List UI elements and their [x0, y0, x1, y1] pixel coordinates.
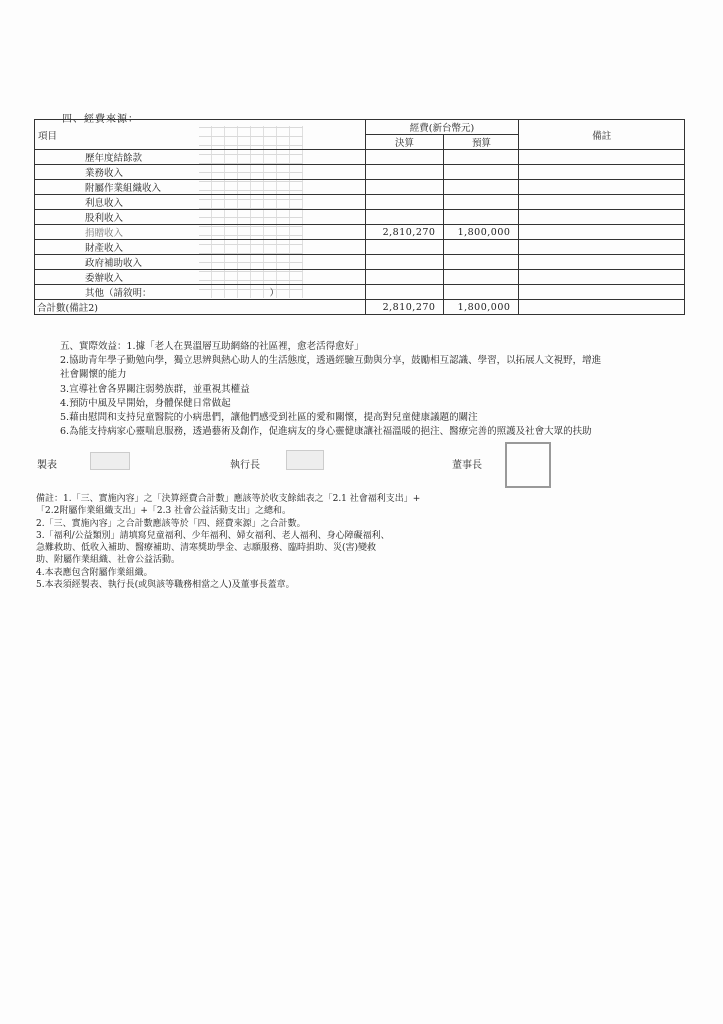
table-header-row [35, 120, 685, 135]
table-row [35, 165, 685, 180]
row-remark [519, 270, 685, 285]
row-label-other [35, 285, 366, 300]
row-actual [365, 285, 444, 300]
row-label: 業務收入 [35, 165, 366, 180]
header-budget: 預算 [444, 135, 519, 150]
note-line: 2.「三、實施內容」之合計數應該等於「四、經費來源」之合計數。 [36, 518, 306, 529]
row-budget: 1,800,000 [444, 225, 519, 240]
row-label: 附屬作業組織收入 [35, 180, 366, 195]
row-budget [444, 285, 519, 300]
benefit-line: 6.為能支持病家心靈喘息服務，透過藝術及創作，促進病友的身心靈健康讓社福溫暖的挹注、醫療完善的照護及社會大眾的扶助 [60, 426, 592, 438]
row-remark [519, 240, 685, 255]
note-line: 助、附屬作業組織、社會公益活動。 [36, 555, 181, 566]
preparer-stamp [90, 452, 130, 470]
funding-table [34, 119, 685, 315]
row-label: 財產收入 [35, 240, 366, 255]
row-actual [365, 240, 444, 255]
row-remark [519, 285, 685, 300]
benefit-line: 五、實際效益：1.據「老人在異溫層互助網絡的社區裡，愈老活得愈好」 [60, 341, 364, 352]
executive-stamp [286, 450, 324, 470]
row-remark [519, 165, 685, 180]
row-actual [365, 210, 444, 225]
row-budget [444, 240, 519, 255]
note-line: 5.本表須經製表、執行長(或與該等職務相當之人)及董事長蓋章。 [36, 580, 295, 591]
table-row [35, 285, 685, 300]
row-remark [519, 210, 685, 225]
row-budget [444, 180, 519, 195]
note-line: 「2.2附屬作業組織支出」+「2.3 社會公益活動支出」之總和。 [36, 506, 292, 517]
table-row [35, 225, 685, 240]
benefit-line: 3.宣導社會各界關注弱勢族群，並重視其權益 [60, 383, 250, 395]
header-remark: 備註 [519, 120, 685, 150]
executive-label: 執行長 [230, 460, 260, 471]
header-actual: 決算 [365, 135, 444, 150]
table-row [35, 240, 685, 255]
row-actual [365, 165, 444, 180]
row-label: 政府補助收入 [35, 255, 366, 270]
total-remark [519, 300, 685, 315]
row-budget [444, 210, 519, 225]
row-remark [519, 150, 685, 165]
header-funds: 經費(新台幣元) [365, 120, 519, 135]
row-budget [444, 195, 519, 210]
total-budget: 1,800,000 [444, 300, 519, 315]
preparer-label: 製表 [37, 460, 57, 471]
row-actual: 2,810,270 [365, 225, 444, 240]
row-budget [444, 270, 519, 285]
total-actual: 2,810,270 [365, 300, 444, 315]
table-row [35, 255, 685, 270]
total-label: 合計數(備註2) [35, 300, 366, 315]
row-label: 歷年度結餘款 [35, 150, 366, 165]
table-row [35, 195, 685, 210]
row-label: 利息收入 [35, 195, 366, 210]
benefit-line: 4.預防中風及早開始，身體保健日常做起 [60, 397, 231, 409]
row-budget [444, 165, 519, 180]
table-row [35, 150, 685, 165]
table-row [35, 180, 685, 195]
notes-section [36, 493, 696, 591]
chairman-seal [505, 442, 551, 488]
row-actual [365, 195, 444, 210]
note-line: 4.本表應包含附屬作業組織。 [36, 567, 153, 578]
row-actual [365, 255, 444, 270]
benefit-line: 2.協助青年學子勤勉向學，獨立思辨與熱心助人的生活態度，透過經驗互動與分享，鼓勵相互認識、學習，以拓展人文視野，增進 [60, 355, 602, 367]
row-label-text: 其他（請敘明： [85, 288, 152, 299]
header-item: 項目 [35, 120, 366, 150]
benefit-line: 社會關懷的能力 [60, 369, 127, 381]
row-actual [365, 270, 444, 285]
row-budget [444, 150, 519, 165]
note-line: 急難救助、低收入補助、醫療補助、清寒獎助學金、志願服務、臨時捐助、災(害)變救 [36, 543, 377, 554]
row-budget [444, 255, 519, 270]
row-remark [519, 225, 685, 240]
row-label: 捐贈收入 [35, 225, 366, 240]
row-actual [365, 150, 444, 165]
row-actual [365, 180, 444, 195]
benefit-line: 5.藉由慰問和支持兒童醫院的小病患們，讓他們感受到社區的愛和關懷，提高對兒童健康議題的關注 [60, 412, 478, 424]
row-remark [519, 180, 685, 195]
row-label: 股利收入 [35, 210, 366, 225]
table-total-row [35, 300, 685, 315]
row-remark [519, 195, 685, 210]
table-row [35, 270, 685, 285]
row-label: 委辦收入 [35, 270, 366, 285]
note-line: 3.「福利/公益類別」請填寫兒童福利、少年福利、婦女福利、老人福利、身心障礙福利、 [36, 530, 390, 541]
table-row [35, 210, 685, 225]
row-remark [519, 255, 685, 270]
section-title: 四、經費來源： [62, 114, 139, 125]
row-label-close: ） [269, 288, 280, 299]
actual-benefits [60, 340, 700, 439]
note-line: 備註：1.「三、實施內容」之「決算經費合計數」應該等於收支餘絀表之「2.1 社會福利支出」+ [36, 494, 421, 504]
chairman-label: 董事長 [452, 460, 482, 471]
